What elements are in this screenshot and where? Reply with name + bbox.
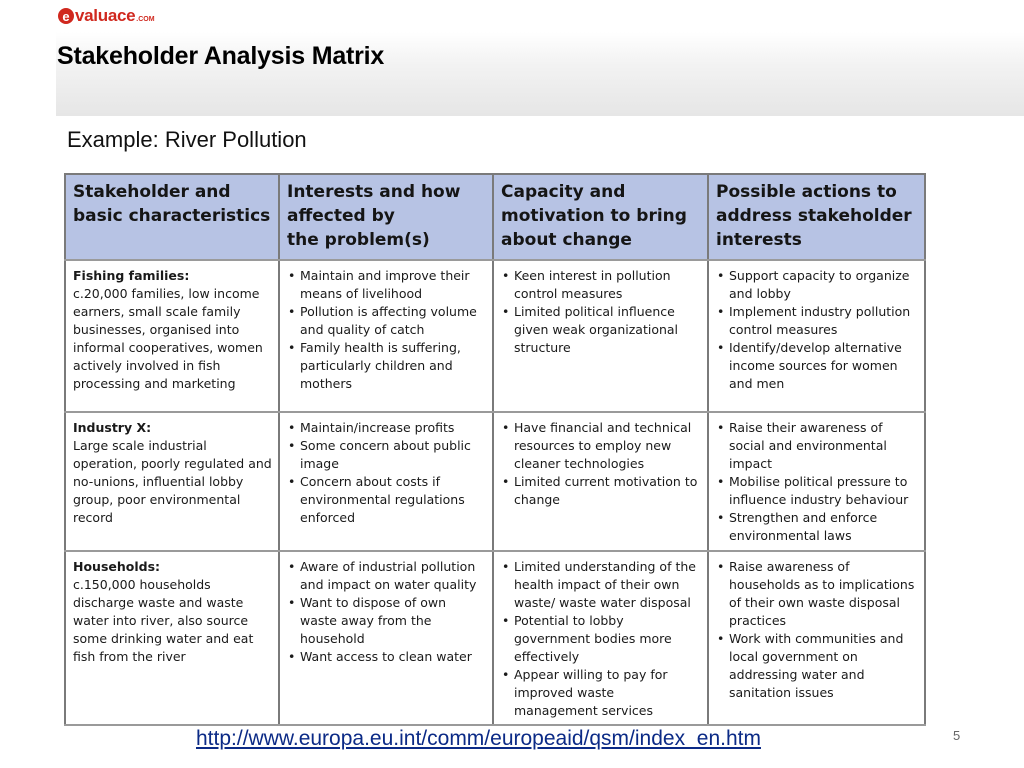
page-title: Stakeholder Analysis Matrix [57,42,385,70]
list-item: • Want to dispose of own waste away from the household [287,594,486,648]
actions-cell [708,260,925,412]
list-item: • Mobilise political pressure to influence industry behaviour [716,473,918,509]
list-item: • Limited current motivation to change [501,473,701,509]
list-item: • Maintain/increase profits [287,419,486,437]
list-item: • Work with communities and local government on addressing water and sanitation issues [716,630,918,702]
list-item: • Appear willing to pay for improved waste management services [501,666,701,720]
list-item: • Family health is suffering, particularly children and mothers [287,339,486,393]
table-row [65,260,925,412]
capacity-cell [493,551,708,725]
stakeholder-description: c.150,000 households discharge waste and waste water into river, also source some drinking water and eat fish from the river [73,577,254,664]
stakeholder-cell [65,551,279,725]
list-item: • Pollution is affecting volume and quality of catch [287,303,486,339]
list-item: • Some concern about public image [287,437,486,473]
valuace-logo-icon: e [58,8,74,24]
list-item: • Have financial and technical resources to employ new cleaner technologies [501,419,701,473]
list-item: • Maintain and improve their means of livelihood [287,267,486,303]
column-header-actions: Possible actions to address stakeholder interests [708,174,925,260]
column-header-interests: Interests and how affected by the problem(s) [279,174,493,260]
interests-cell [279,551,493,725]
list-item: • Want access to clean water [287,648,486,666]
list-item: • Limited understanding of the health impact of their own waste/ waste water disposal [501,558,701,612]
valuace-logo [58,6,155,26]
column-header-stakeholder: Stakeholder and basic characteristics [65,174,279,260]
actions-cell [708,412,925,551]
list-item: • Raise their awareness of social and environmental impact [716,419,918,473]
list-item: • Limited political influence given weak organizational structure [501,303,701,357]
stakeholder-description: Large scale industrial operation, poorly regulated and no-unions, influential lobby group, poor environmental record [73,438,272,525]
list-item: • Strengthen and enforce environmental laws [716,509,918,545]
list-item: • Implement industry pollution control measures [716,303,918,339]
stakeholder-description: c.20,000 families, low income earners, small scale family businesses, organised into informal cooperatives, women actively involved in fish processing and marketing [73,286,263,391]
page-subtitle: Example: River Pollution [67,127,307,152]
list-item: • Concern about costs if environmental regulations enforced [287,473,486,527]
interests-cell [279,412,493,551]
table-header-row [65,174,925,260]
logo-name: valuace [75,6,136,25]
stakeholder-cell [65,260,279,412]
stakeholder-cell [65,412,279,551]
list-item: • Potential to lobby government bodies more effectively [501,612,701,666]
table-row [65,551,925,725]
list-item: • Identify/develop alternative income sources for women and men [716,339,918,393]
logo-tld: .COM [136,16,155,23]
page-number: 5 [953,728,961,743]
stakeholder-name: Industry X: [73,420,152,435]
capacity-cell [493,412,708,551]
list-item: • Keen interest in pollution control measures [501,267,701,303]
stakeholder-matrix-table [64,173,926,726]
column-header-capacity: Capacity and motivation to bring about change [493,174,708,260]
interests-cell [279,260,493,412]
list-item: • Aware of industrial pollution and impact on water quality [287,558,486,594]
actions-cell [708,551,925,725]
capacity-cell [493,260,708,412]
stakeholder-name: Fishing families: [73,268,190,283]
list-item: • Raise awareness of households as to implications of their own waste disposal practices [716,558,918,630]
list-item: • Support capacity to organize and lobby [716,267,918,303]
source-link[interactable]: http://www.europa.eu.int/comm/europeaid/qsm/index_en.htm [196,727,761,750]
stakeholder-name: Households: [73,559,161,574]
table-row [65,412,925,551]
